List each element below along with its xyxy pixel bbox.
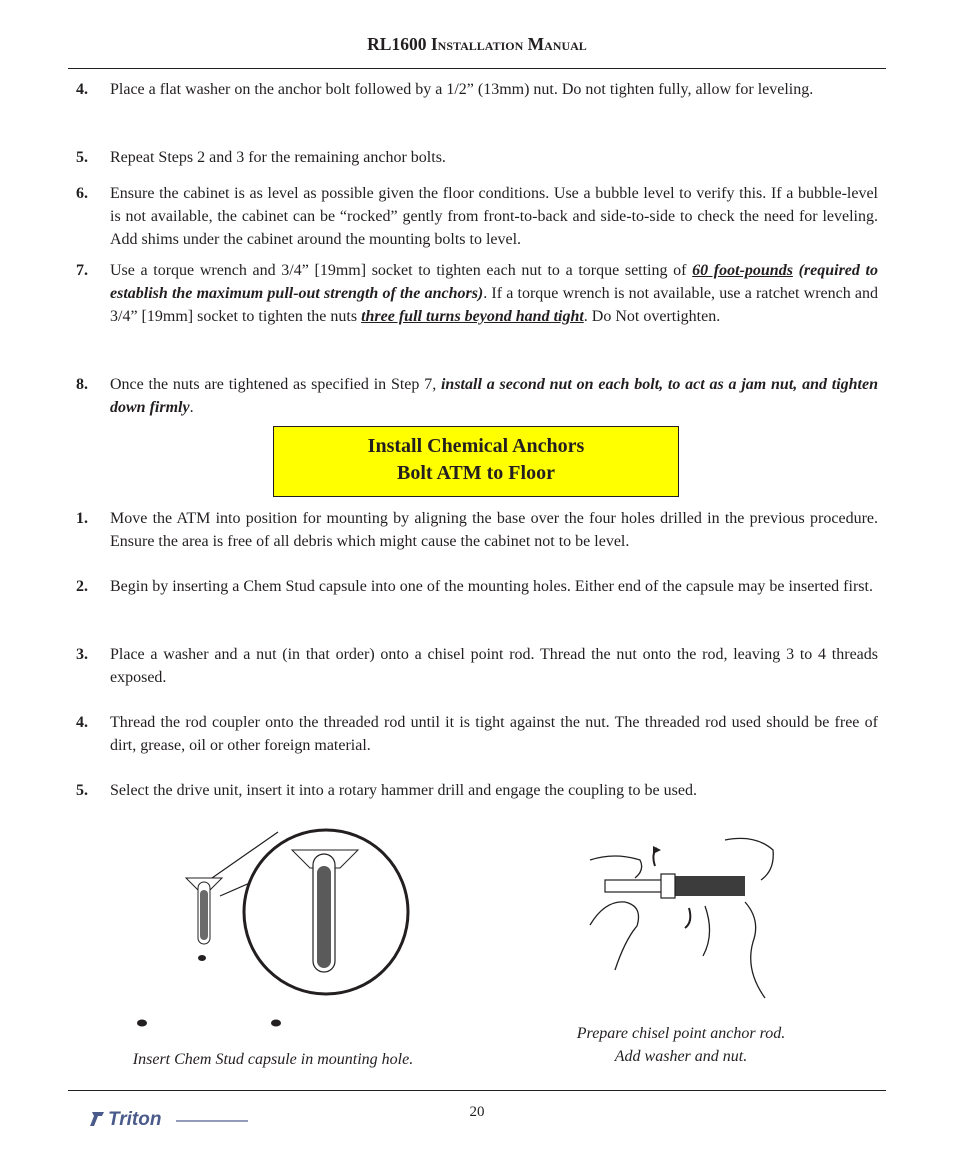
step-number: 7.	[76, 262, 88, 279]
capsule-illustration	[120, 820, 440, 1040]
text-run: .	[189, 399, 194, 416]
step-text	[110, 259, 878, 328]
banner-line-1: Install Chemical Anchors	[367, 435, 585, 457]
step-number: 1.	[76, 510, 88, 527]
step-text: Thread the rod coupler onto the threaded rod until it is tight against the nut. The threaded rod used should be free of dirt, grease, oil or other foreign material.	[110, 714, 878, 754]
left-figure-caption: Insert Chem Stud capsule in mounting hole.	[132, 1051, 414, 1068]
step-4-rod-coupler	[76, 711, 878, 757]
step-text: Move the ATM into position for mounting by aligning the base over the four holes drilled in the previous procedure. Ensure the area is free of all debris which might cause the cabinet not to be level.	[110, 510, 878, 550]
step-text: Select the drive unit, insert it into a rotary hammer drill and engage the coupling to be used.	[110, 782, 697, 799]
svg-text:Triton: Triton	[108, 1109, 162, 1130]
step-text: Begin by inserting a Chem Stud capsule into one of the mounting holes. Either end of the capsule may be inserted first.	[110, 578, 873, 595]
right-caption-line-1: Prepare chisel point anchor rod.	[576, 1025, 786, 1042]
small-capsule	[186, 878, 222, 961]
step-6-level	[76, 182, 878, 251]
right-caption-line-2: Add washer and nut.	[614, 1048, 748, 1065]
title-small-caps: Installation Manual	[430, 34, 587, 54]
text-run: Use a torque wrench and 3/4” [19mm] socket to tighten each nut to a torque setting of	[110, 262, 693, 279]
step-2-insert-capsule	[76, 575, 878, 598]
step-number: 2.	[76, 578, 88, 595]
step-1-move-atm	[76, 507, 878, 553]
title-main: RL1600	[367, 34, 431, 54]
step-text: Place a washer and a nut (in that order) onto a chisel point rod. Thread the nut onto the rod, leaving 3 to 4 threads exposed.	[110, 646, 878, 686]
document-title	[0, 34, 954, 55]
text-run: . If a torque wrench is not available, use a ratchet wrench and 3/4” [19mm] socket to tighten the nuts	[110, 285, 879, 325]
step-5-drive-unit	[76, 779, 878, 802]
step-8-jam-nut	[76, 373, 878, 419]
step-3-washer-nut	[76, 643, 878, 689]
step-7-torque	[76, 259, 878, 328]
step-number: 5.	[76, 149, 88, 166]
step-number: 6.	[76, 185, 88, 202]
step-text: Place a flat washer on the anchor bolt followed by a 1/2” (13mm) nut. Do not tighten fully, allow for leveling.	[110, 81, 814, 98]
emphasis-jam-nut: install a second nut on each bolt, to act as a jam nut, and tighten down firmly	[110, 376, 878, 416]
emphasis-note: (required to establish the maximum pull-out strength of the anchors)	[110, 262, 879, 302]
emphasis-turns: three full turns beyond hand tight	[361, 308, 584, 325]
step-number: 4.	[76, 714, 88, 731]
text-run: . Do Not overtighten.	[583, 308, 721, 325]
step-number: 5.	[76, 782, 88, 799]
banner-line-2: Bolt ATM to Floor	[397, 462, 555, 484]
footer-rule	[68, 1090, 886, 1091]
step-number: 3.	[76, 646, 88, 663]
step-4-washer	[76, 78, 878, 101]
step-5-repeat	[76, 146, 878, 169]
emphasis-torque: 60 foot-pounds	[692, 262, 793, 279]
section-banner	[273, 426, 679, 497]
step-text	[110, 373, 878, 419]
step-text: Ensure the cabinet is as level as possible given the floor conditions. Use a bubble level to verify this. If a bubble-level is not available, the cabinet can be “rocked” gently from front-to-back and side-to-side to check the need for leveling. Add shims under the cabinet around the mounting bolts to level.	[110, 185, 878, 248]
header-rule	[68, 68, 886, 69]
step-number: 8.	[76, 376, 88, 393]
text-run: Once the nuts are tightened as specified in Step 7,	[110, 376, 441, 393]
step-text: Repeat Steps 2 and 3 for the remaining anchor bolts.	[110, 149, 446, 166]
rod-assembly-illustration	[585, 830, 785, 1002]
page-number: 20	[469, 1104, 485, 1120]
right-figure-caption	[546, 1022, 816, 1068]
step-number: 4.	[76, 81, 88, 98]
